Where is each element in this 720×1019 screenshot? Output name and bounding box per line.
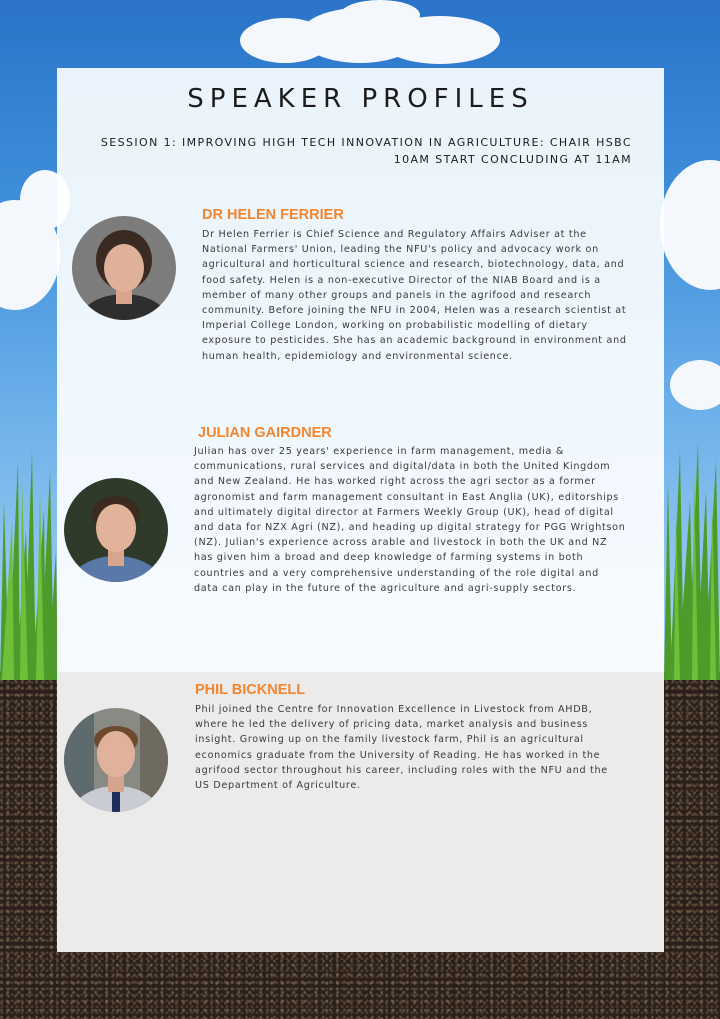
speaker-name-julian-gairdner: JULIAN GAIRDNER	[198, 425, 332, 441]
page-title: SPEAKER PROFILES	[187, 84, 534, 114]
speaker-name-phil-bicknell: PHIL BICKNELL	[195, 682, 306, 698]
session-line-2: 10AM START CONCLUDING AT 11AM	[393, 153, 632, 166]
session-line-1: SESSION 1: IMPROVING HIGH TECH INNOVATION IN AGRICULTURE: CHAIR HSBC	[100, 136, 632, 149]
speaker-photo-helen-ferrier	[72, 216, 176, 320]
speaker-photo-julian-gairdner	[64, 478, 168, 582]
speaker-name-helen-ferrier: DR HELEN FERRIER	[202, 207, 344, 223]
session-subtitle	[70, 134, 632, 168]
speaker-bio-phil-bicknell: Phil joined the Centre for Innovation Excellence in Livestock from AHDB, where he led the delivery of pricing data, market analysis and business insight. Growing up on the family livestock farm, Phil is an agricultural economics graduate from the University of Reading. He has worked in the agrifood sector throughout his career, including roles with the NFU and the US Department of Agriculture.	[195, 704, 608, 792]
cloud	[340, 0, 420, 30]
speaker-photo-phil-bicknell	[64, 708, 168, 812]
speaker-bio-helen-ferrier: Dr Helen Ferrier is Chief Science and Regulatory Affairs Adviser at the National Farmers' Union, leading the NFU's policy and advocacy work on agricultural and horticultural science and research, biotechnology, data, and food safety. Helen is a non-executive Director of the NIAB Board and is a member of many other groups and panels in the agrifood and research community. Before joining the NFU in 2004, Helen was a research scientist at Imperial College London, working on probabilistic modelling of dietary exposure to pesticides. She has an academic background in environment and human health, epidemiology and environmental science.	[202, 229, 627, 362]
speaker-bio-julian-gairdner: Julian has over 25 years' experience in farm management, media & communications, rural services and digital/data in both the United Kingdom and New Zealand. He has worked right across the agri sector as a former agronomist and farm management consultant in East Anglia (UK), editorships and ultimately digital director at Farmers Weekly Group (UK), head of digital and data for NZX Agri (NZ), and heading up digital strategy for PGG Wrightson (NZ). Julian's experience across arable and livestock in both the UK and NZ has given him a broad and deep knowledge of farming systems in both countries and a very comprehensive understanding of the role digital and data can play in the future of the agriculture and agri-supply sectors.	[194, 446, 626, 594]
